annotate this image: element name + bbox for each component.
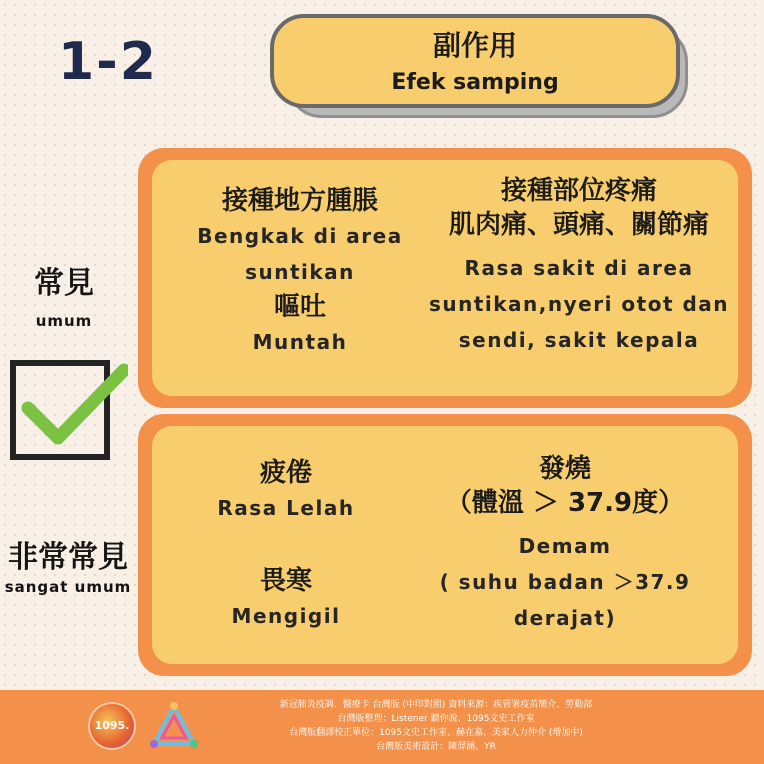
fever-temperature-indonesian-line2: derajat) [513, 606, 617, 630]
category-very-common-chinese: 非常常見 [8, 540, 128, 575]
chills-indonesian: Mengigil [231, 604, 341, 628]
title-box [270, 14, 680, 108]
pain-chinese-line1: 接種部位疼痛 [500, 176, 657, 206]
category-common-chinese: 常見 [34, 266, 94, 301]
logo-1095: 1095. [90, 704, 134, 748]
swelling-indonesian-line2: suntikan [245, 260, 355, 284]
common-effect-right [424, 174, 734, 358]
pain-indonesian-line1: Rasa sakit di area [464, 256, 694, 280]
credits [236, 698, 636, 754]
credits-line-4: 台灣版美術設計：陳羿涵、YR [376, 742, 496, 752]
very-common-effects-panel [138, 414, 752, 676]
pain-chinese-line2: 肌肉痛、頭痛、關節痛 [448, 210, 709, 240]
category-common [8, 258, 120, 330]
page-number: 1-2 [58, 32, 158, 92]
credits-line-1: 新冠肺炎疫調、醫療卡 台灣版 (中印對照) 資料來源：疾管署疫苗簡介、勞動部 [279, 700, 593, 710]
very-common-effects-panel-inner [152, 426, 738, 664]
pain-indonesian-line3: sendi, sakit kepala [458, 328, 700, 352]
vomit-chinese: 嘔吐 [273, 292, 326, 322]
triangle-logo-icon [148, 700, 200, 752]
common-effects-panel-inner [152, 160, 738, 396]
pain-indonesian-line2: suntikan,nyeri otot dan [428, 292, 730, 316]
category-very-common-indonesian: sangat umum [4, 578, 132, 596]
fatigue-indonesian: Rasa Lelah [217, 496, 355, 520]
swelling-chinese: 接種地方腫脹 [221, 186, 378, 216]
common-effect-left [152, 184, 448, 360]
category-common-indonesian: umum [35, 312, 93, 330]
credits-line-2: 台灣版整理：Listener 聽你說、1095文史工作室 [337, 714, 535, 724]
vomit-indonesian: Muntah [252, 330, 348, 354]
fatigue-chinese: 疲倦 [259, 458, 312, 488]
fever-temperature-chinese: （體溫 ＞ 37.9度） [445, 488, 685, 518]
common-effects-panel [138, 148, 752, 408]
footer [0, 690, 764, 764]
category-very-common [0, 532, 136, 596]
fever-chinese: 發燒 [538, 454, 591, 484]
very-common-effect-right [400, 452, 730, 636]
title-indonesian: Efek samping [391, 70, 559, 95]
chills-chinese: 畏寒 [259, 566, 312, 596]
credits-line-3: 台灣版翻譯校正單位：1095文史工作室、赫在嘉、美家人力仲介 (增加中) [289, 728, 583, 738]
check-icon [10, 358, 128, 464]
fever-temperature-indonesian-line1: ( suhu badan ＞37.9 [439, 570, 691, 594]
swelling-indonesian-line1: Bengkak di area [197, 224, 403, 248]
fever-indonesian: Demam [518, 534, 612, 558]
very-common-effect-left [152, 456, 420, 634]
title-chinese: 副作用 [432, 29, 517, 62]
